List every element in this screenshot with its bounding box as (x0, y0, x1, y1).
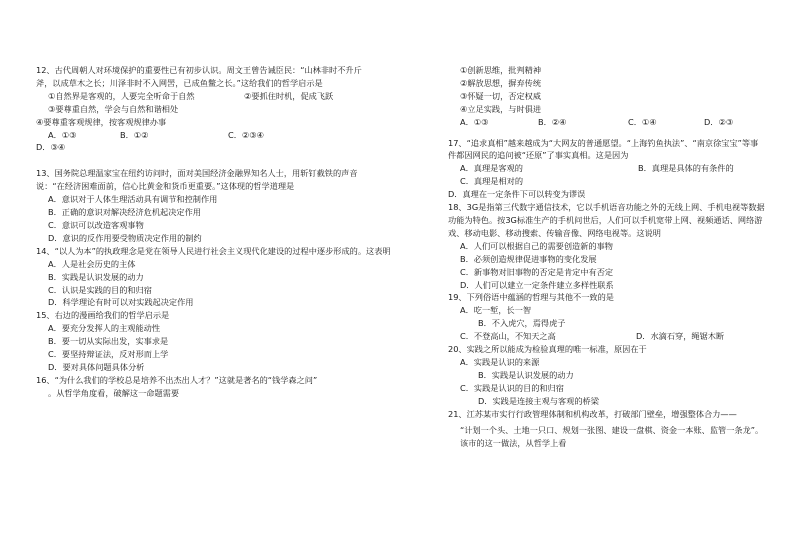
statement-2: ②要抓住时机，促成飞跃 (244, 90, 334, 101)
left-column (36, 64, 394, 400)
question-16-stem-1: 16、“为什么我们的学校总是培养不出杰出人才？”这就是著名的“钱学森之问” (36, 374, 318, 385)
question-17-stem: 17、“追求真相”越来越成为“大网友的普通愿望。“上海钓鱼执法”、“南京徐宝宝”等事件都因网民的追问被“还原”了事实真相。这是因为 (448, 137, 759, 161)
question-14 (36, 245, 394, 310)
question-12-choices (36, 129, 394, 142)
choice-d: D．意识的反作用要受物质决定作用的制约 (48, 232, 202, 243)
choice-a: A．吃一堑，长一智 (460, 305, 532, 316)
question-21-stem-1: 21、江苏某市实行行政管理体制和机构改革，打破部门壁垒，增强整体合力—— (448, 408, 737, 419)
question-13-stem-2: 说：“在经济困难面前，信心比黄金和货币更重要。”这体现的哲学道理是 (36, 181, 295, 192)
choice-b: B．必须创造规律促进事物的变化发展 (460, 253, 597, 264)
statement-4: ④立足实践，与时俱进 (460, 103, 542, 114)
question-20 (448, 343, 766, 408)
question-18 (448, 201, 766, 291)
choice-c: C．真理是相对的 (460, 176, 524, 187)
choice-a: A．①③ (48, 129, 77, 140)
choice-d: D．要对具体问题具体分析 (48, 361, 145, 372)
question-16-stem-2: 。从哲学角度看，破解这一命题需要 (48, 387, 180, 398)
choice-d: D．水滴石穿，绳锯木断 (636, 331, 725, 342)
choice-b: B．真理是具体的有条件的 (638, 163, 734, 174)
question-12-stem-1: 12、古代周朝人对环境保护的重要性已有初步认识。周文王曾告诫臣民：“山林非时不升斤 (36, 65, 362, 75)
choice-c: C．认识是实践的目的和归宿 (48, 284, 152, 295)
question-12 (36, 64, 394, 154)
choice-d: D．实践是连接主观与客观的桥梁 (478, 395, 599, 406)
choice-c: C．新事物对旧事物的否定是肯定中有否定 (460, 266, 614, 277)
choice-b: B．不入虎穴，焉得虎子 (478, 318, 566, 329)
choice-d: D．科学理论有时可以对实践起决定作用 (48, 297, 194, 308)
statement-1: ①创新思维，批判精神 (460, 65, 542, 75)
statement-3: ③怀疑一切，否定权威 (460, 90, 542, 101)
question-16 (36, 374, 394, 400)
question-12-statements-1-2 (36, 90, 394, 103)
question-19 (448, 291, 766, 343)
question-20-stem: 20、实践之所以能成为检验真理的唯一标准，原因在于 (448, 344, 647, 355)
choice-a: A．①③ (460, 116, 489, 127)
choice-c: C．实践是认识的目的和归宿 (460, 382, 564, 393)
question-19-choices-cd (448, 330, 766, 343)
question-16-choices (448, 116, 766, 129)
choice-d: D．②③ (704, 116, 734, 127)
question-15 (36, 309, 394, 374)
question-21-stem-2: “计划一个头、土地一只口、规划一张图、建设一盘棋、资金一本账、监管一条龙”。该市的这一做法，从哲学上看 (460, 425, 764, 449)
question-12-stem-2: 斧，以成草木之长；川泽非时不入网罟，已成鱼鳖之长。”这给我们的哲学启示是 (36, 77, 323, 88)
statement-3: ③要尊重自然，学会与自然和谐相处 (48, 103, 179, 114)
choice-c: C．要坚持辩证法，反对形而上学 (48, 349, 169, 360)
statement-4: ④要尊重客观规律，按客观规律办事 (36, 116, 167, 127)
choice-b: B．实践是认识发展的动力 (48, 271, 144, 282)
question-13 (36, 167, 394, 244)
choice-a: A．人们可以根据自己的需要创造新的事物 (460, 240, 613, 251)
choice-b: B．①② (120, 129, 149, 140)
choice-c: C．①④ (628, 116, 657, 127)
choice-b: B．实践是认识发展的动力 (478, 369, 574, 380)
question-16-options (448, 64, 766, 129)
choice-a: A．意识对于人体生理活动具有调节和控制作用 (48, 194, 218, 205)
choice-a: A．人是社会历史的主体 (48, 258, 136, 269)
statement-1: ①自然界是客观的，人要完全听命于自然 (48, 90, 195, 101)
choice-d: D．真理在一定条件下可以转变为谬误 (448, 189, 586, 200)
question-14-stem: 14、“以人为本”的执政理念是党在领导人民进行社会主义现代化建设的过程中逐步形成的。这表明 (36, 245, 391, 256)
question-13-stem-1: 13、国务院总理温家宝在纽约访问时，面对美国经济金融界知名人士，用斩钉截铁的声音 (36, 168, 358, 179)
choice-c: C．②③④ (228, 129, 264, 140)
question-19-stem: 19、下列俗语中蕴涵的哲理与其他不一致的是 (448, 292, 614, 303)
statement-2: ②解放思想，摒弃传统 (460, 77, 542, 88)
question-21 (448, 408, 766, 451)
choice-a: A．真理是客观的 (460, 163, 523, 174)
choice-c: C．意识可以改造客观事物 (48, 219, 144, 230)
question-17-choices-ab (448, 162, 766, 175)
right-column (448, 64, 766, 450)
question-17 (448, 137, 766, 202)
choice-c: C．不登高山，不知天之高 (460, 331, 556, 342)
choice-d: D．人们可以建立一定条件建立多样性联系 (460, 279, 614, 290)
choice-d: D．③④ (36, 142, 66, 153)
choice-b: B．正确的意识对解决经济危机起决定作用 (48, 207, 201, 218)
choice-a: A．要充分发挥人的主观能动性 (48, 323, 161, 334)
choice-a: A．实践是认识的来源 (460, 356, 540, 367)
choice-b: B．②④ (538, 116, 567, 127)
question-15-stem: 15、右边的漫画给我们的哲学启示是 (36, 310, 170, 321)
question-18-stem: 18、3G是指第三代数字通信技术，它以手机语音功能之外的无线上网、手机电视等数据功能为特色。按3G标准生产的手机问世后，人们可以手机宽带上网、视频通话、网络游戏、移动电影、移动搜索、传输音像、网络电视等。这说明 (448, 202, 765, 238)
choice-b: B．要一切从实际出发，实事求是 (48, 336, 169, 347)
